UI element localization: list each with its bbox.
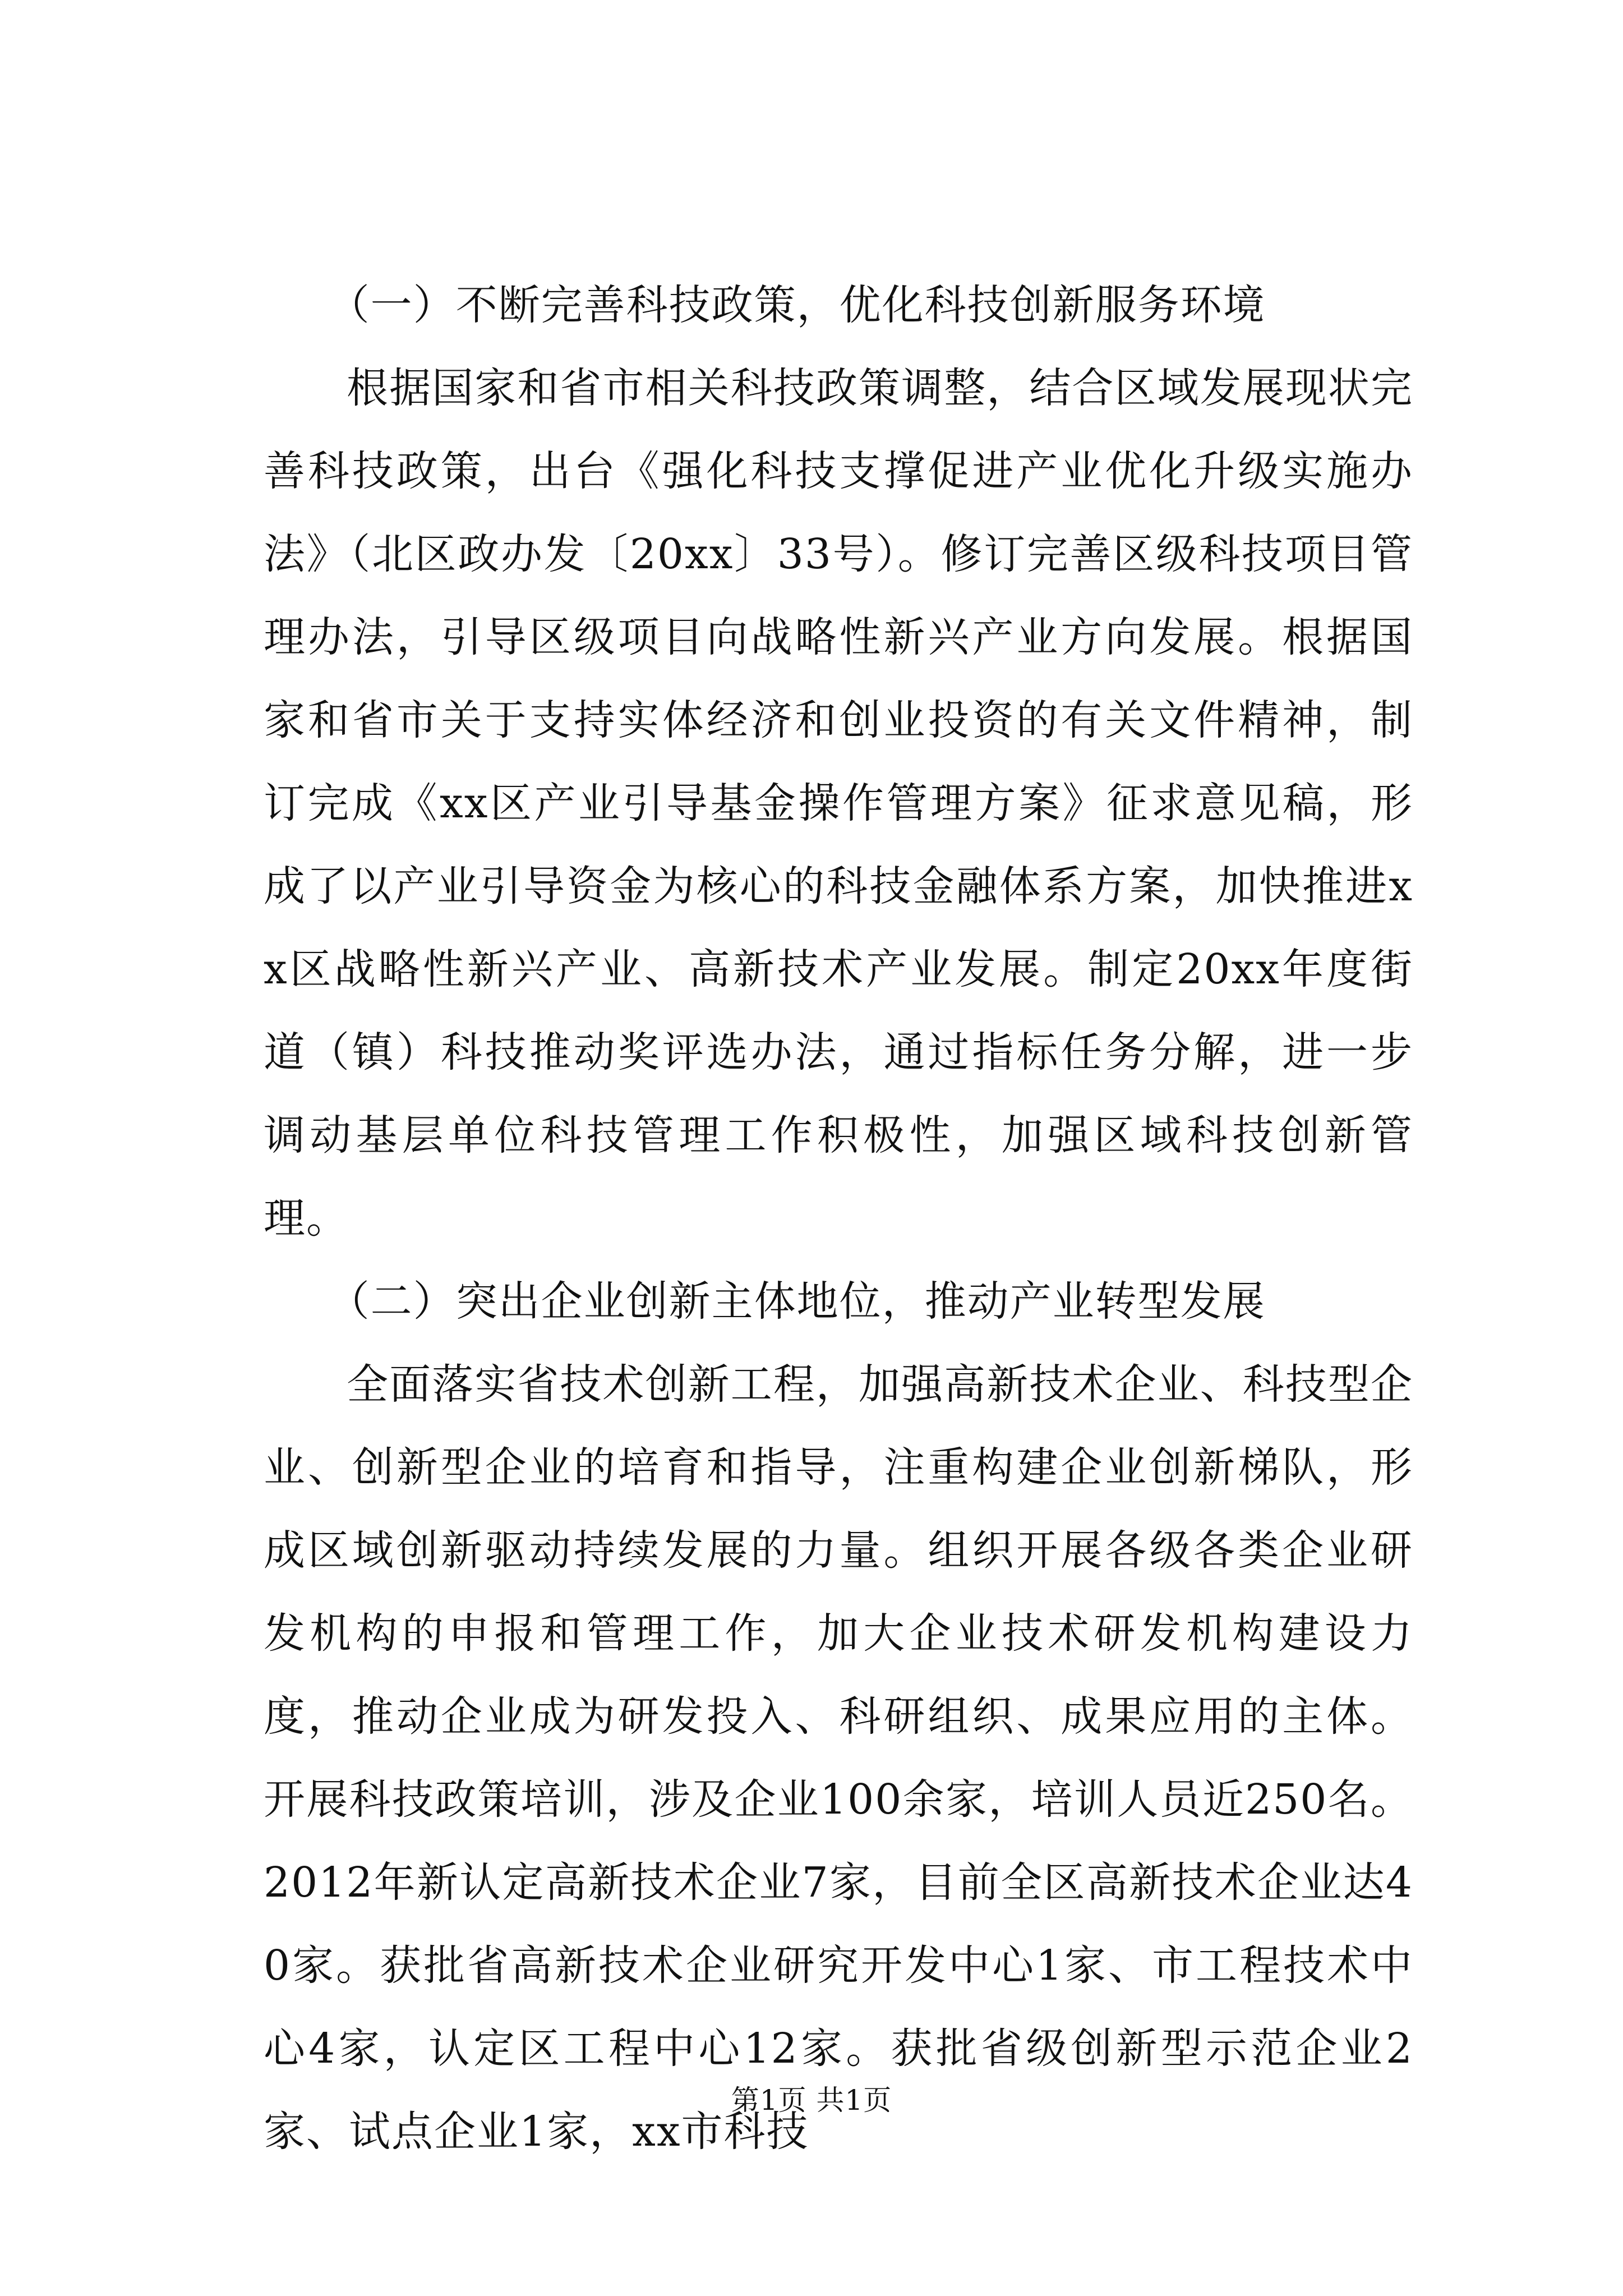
document-body [264,264,1413,2173]
section-paragraph-1: 根据国家和省市相关科技政策调整，结合区域发展现状完善科技政策，出台《强化科技支撑促进产业优化升级实施办法》（北区政办发〔20xx〕33号）。修订完善区级科技项目管理办法，引导区级项目向战略性新兴产业方向发展。根据国家和省市关于支持实体经济和创业投资的有关文件精神，制订完成《xx区产业引导基金操作管理方案》征求意见稿，形成了以产业引导资金为核心的科技金融体系方案，加快推进xx区战略性新兴产业、高新技术产业发展。制定20xx年度街道（镇）科技推动奖评选办法，通过指标任务分解，进一步调动基层单位科技管理工作积极性，加强区域科技创新管理。 [264,364,1413,1243]
section-heading-1: （一）不断完善科技政策，优化科技创新服务环境 [328,281,1266,329]
section-paragraph-2: 全面落实省技术创新工程，加强高新技术企业、科技型企业、创新型企业的培育和指导，注重构建企业创新梯队，形成区域创新驱动持续发展的力量。组织开展各级各类企业研发机构的申报和管理工作，加大企业技术研发机构建设力度，推动企业成为研发投入、科研组织、成果应用的主体。开展科技政策培训，涉及企业100余家，培训人员近250名。2012年新认定高新技术企业7家，目前全区高新技术企业达40家。获批省高新技术企业研究开发中心1家、市工程技术中心4家，认定区工程中心12家。获批省级创新型示范企业2家、试点企业1家，xx市科技 [264,1360,1413,2156]
page-footer: 第1页 共1页 [731,2084,892,2116]
section-heading-2: （二）突出企业创新主体地位，推动产业转型发展 [328,1277,1266,1326]
